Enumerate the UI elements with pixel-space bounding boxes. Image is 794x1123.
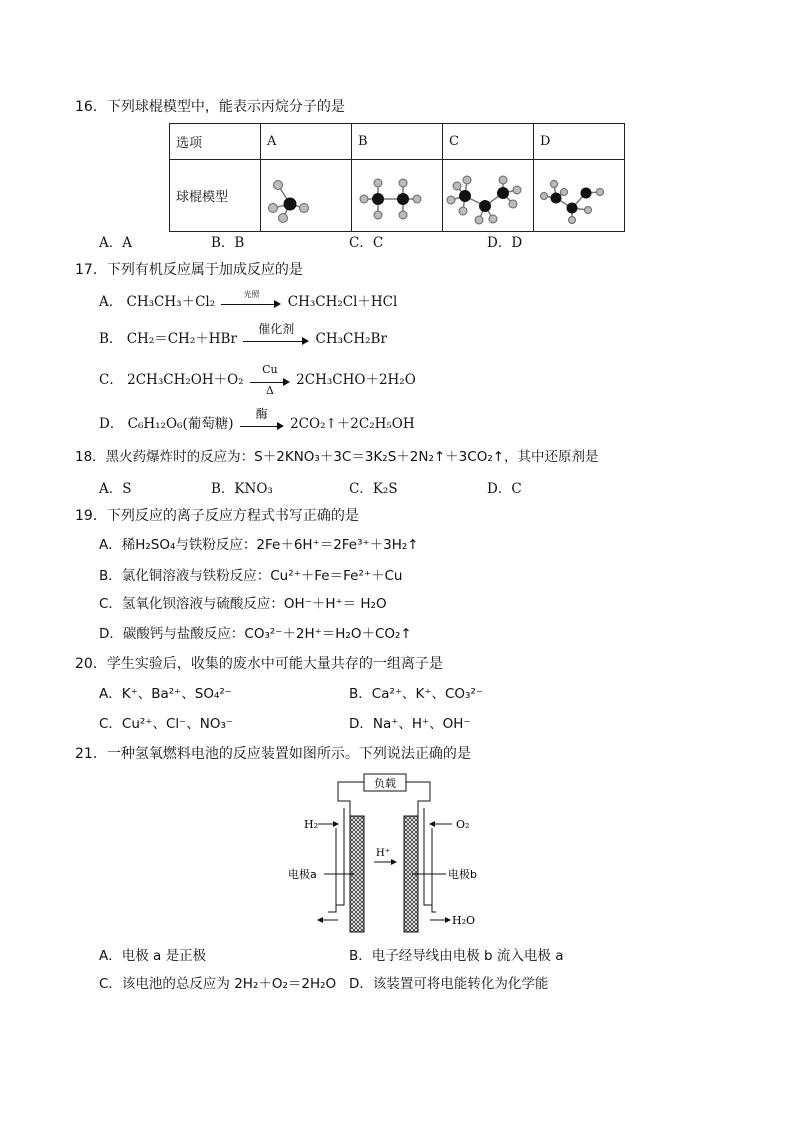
q17-d-reactants: C₆H₁₂O₆(葡萄糖) xyxy=(127,416,234,432)
q20-option-d[interactable]: D．Na⁺、H⁺、OH⁻ xyxy=(349,716,471,732)
q16-option-b[interactable]: B．B xyxy=(211,235,245,251)
h2-label: H₂ xyxy=(304,818,319,831)
q18-option-b[interactable]: B．KNO₃ xyxy=(211,481,273,497)
water-label: H₂O xyxy=(452,914,476,927)
q19-option-d[interactable]: D．碳酸钙与盐酸反应：CO₃²⁻＋2H⁺＝H₂O＋CO₂↑ xyxy=(99,626,412,642)
q19-option-b[interactable]: B．氯化铜溶液与铁粉反应：Cu²⁺＋Fe＝Fe²⁺＋Cu xyxy=(99,568,403,584)
q16-option-d[interactable]: D．D xyxy=(487,235,523,251)
table-header-a: A xyxy=(261,124,352,160)
o2-label: O₂ xyxy=(456,818,470,831)
q19-option-c[interactable]: C．氢氧化钡溶液与硫酸反应：OH⁻＋H⁺＝ H₂O xyxy=(99,596,387,612)
q16-option-c[interactable]: C．C xyxy=(349,235,384,251)
model-d-cell xyxy=(534,160,625,232)
model-d-image xyxy=(534,160,624,227)
q17-a-products: CH₃CH₂Cl＋HCl xyxy=(287,294,398,310)
q20-option-a[interactable]: A．K⁺、Ba²⁺、SO₄²⁻ xyxy=(99,686,232,702)
q17-d-products: 2CO₂↑＋2C₂H₅OH xyxy=(290,416,415,432)
q21-stem: 21．一种氢氧燃料电池的反应装置如图所示。下列说法正确的是 xyxy=(75,746,471,762)
fuel-cell-diagram xyxy=(280,768,500,938)
q20-option-b[interactable]: B．Ca²⁺、K⁺、CO₃²⁻ xyxy=(349,686,483,702)
q17-d-condition: 酶 xyxy=(255,406,268,421)
table-row-label: 球棍模型 xyxy=(170,160,261,232)
proton-label: H⁺ xyxy=(376,848,390,859)
q17-a-reactants: CH₃CH₃＋Cl₂ xyxy=(126,294,216,310)
q17-c-products: 2CH₃CHO＋2H₂O xyxy=(296,372,416,388)
q18-option-c[interactable]: C．K₂S xyxy=(349,481,398,497)
q18-option-d[interactable]: D．C xyxy=(487,481,522,497)
q17-a-label: A． xyxy=(99,294,123,310)
electrode-b-label: 电极b xyxy=(448,868,477,881)
model-c-image xyxy=(443,160,533,227)
q18-stem: 18．黑火药爆炸时的反应为：S＋2KNO₃＋3C＝3K₂S＋2N₂↑＋3CO₂↑，其中还原剂是 xyxy=(75,449,599,465)
electrode-a-label: 电极a xyxy=(288,868,317,881)
q16-option-a[interactable]: A．A xyxy=(99,235,132,251)
q17-b-products: CH₃CH₂Br xyxy=(315,331,387,347)
model-a-image xyxy=(261,160,351,227)
q17-option-a[interactable] xyxy=(99,290,397,310)
q18-option-a[interactable]: A．S xyxy=(99,481,132,497)
q19-option-a[interactable]: A．稀H₂SO₄与铁粉反应：2Fe＋6H⁺＝2Fe³⁺＋3H₂↑ xyxy=(99,537,419,553)
table-header-c: C xyxy=(443,124,534,160)
q17-option-b[interactable] xyxy=(99,321,387,347)
q17-c-label: C． xyxy=(99,372,123,388)
q20-option-c[interactable]: C．Cu²⁺、Cl⁻、NO₃⁻ xyxy=(99,716,234,732)
q17-option-c[interactable] xyxy=(99,362,416,397)
load-label: 负载 xyxy=(374,777,396,790)
q16-stem: 16．下列球棍模型中，能表示丙烷分子的是 xyxy=(75,99,345,115)
q21-option-d[interactable]: D．该装置可将电能转化为化学能 xyxy=(349,976,549,992)
q17-c-condition: Cu xyxy=(262,362,278,376)
model-c-cell xyxy=(443,160,534,232)
table-header-option: 选项 xyxy=(170,124,261,160)
table-header-b: B xyxy=(352,124,443,160)
q17-a-condition: 光照 xyxy=(243,289,260,299)
reaction-arrow xyxy=(240,406,284,432)
q21-option-c[interactable]: C．该电池的总反应为 2H₂＋O₂＝2H₂O xyxy=(99,976,337,992)
reaction-arrow xyxy=(221,289,281,310)
reaction-arrow xyxy=(243,321,309,347)
model-a-cell xyxy=(261,160,352,232)
q20-stem: 20．学生实验后，收集的废水中可能大量共存的一组离子是 xyxy=(75,656,443,672)
q17-c-condition-heat: Δ xyxy=(265,383,274,397)
q21-option-b[interactable]: B．电子经导线由电极 b 流入电极 a xyxy=(349,948,564,964)
q21-option-a[interactable]: A．电极 a 是正极 xyxy=(99,948,207,964)
q17-b-reactants: CH₂＝CH₂＋HBr xyxy=(126,331,237,347)
q19-stem: 19．下列反应的离子反应方程式书写正确的是 xyxy=(75,508,359,524)
reaction-arrow xyxy=(250,362,290,397)
model-b-image xyxy=(352,160,442,227)
ball-stick-table xyxy=(169,123,625,232)
q17-b-condition: 催化剂 xyxy=(258,321,295,336)
q17-stem: 17．下列有机反应属于加成反应的是 xyxy=(75,262,303,278)
q17-option-d[interactable] xyxy=(99,406,415,432)
q17-d-label: D． xyxy=(99,416,124,432)
table-header-d: D xyxy=(534,124,625,160)
q17-c-reactants: 2CH₃CH₂OH＋O₂ xyxy=(127,372,244,388)
model-b-cell xyxy=(352,160,443,232)
q17-b-label: B． xyxy=(99,331,123,347)
